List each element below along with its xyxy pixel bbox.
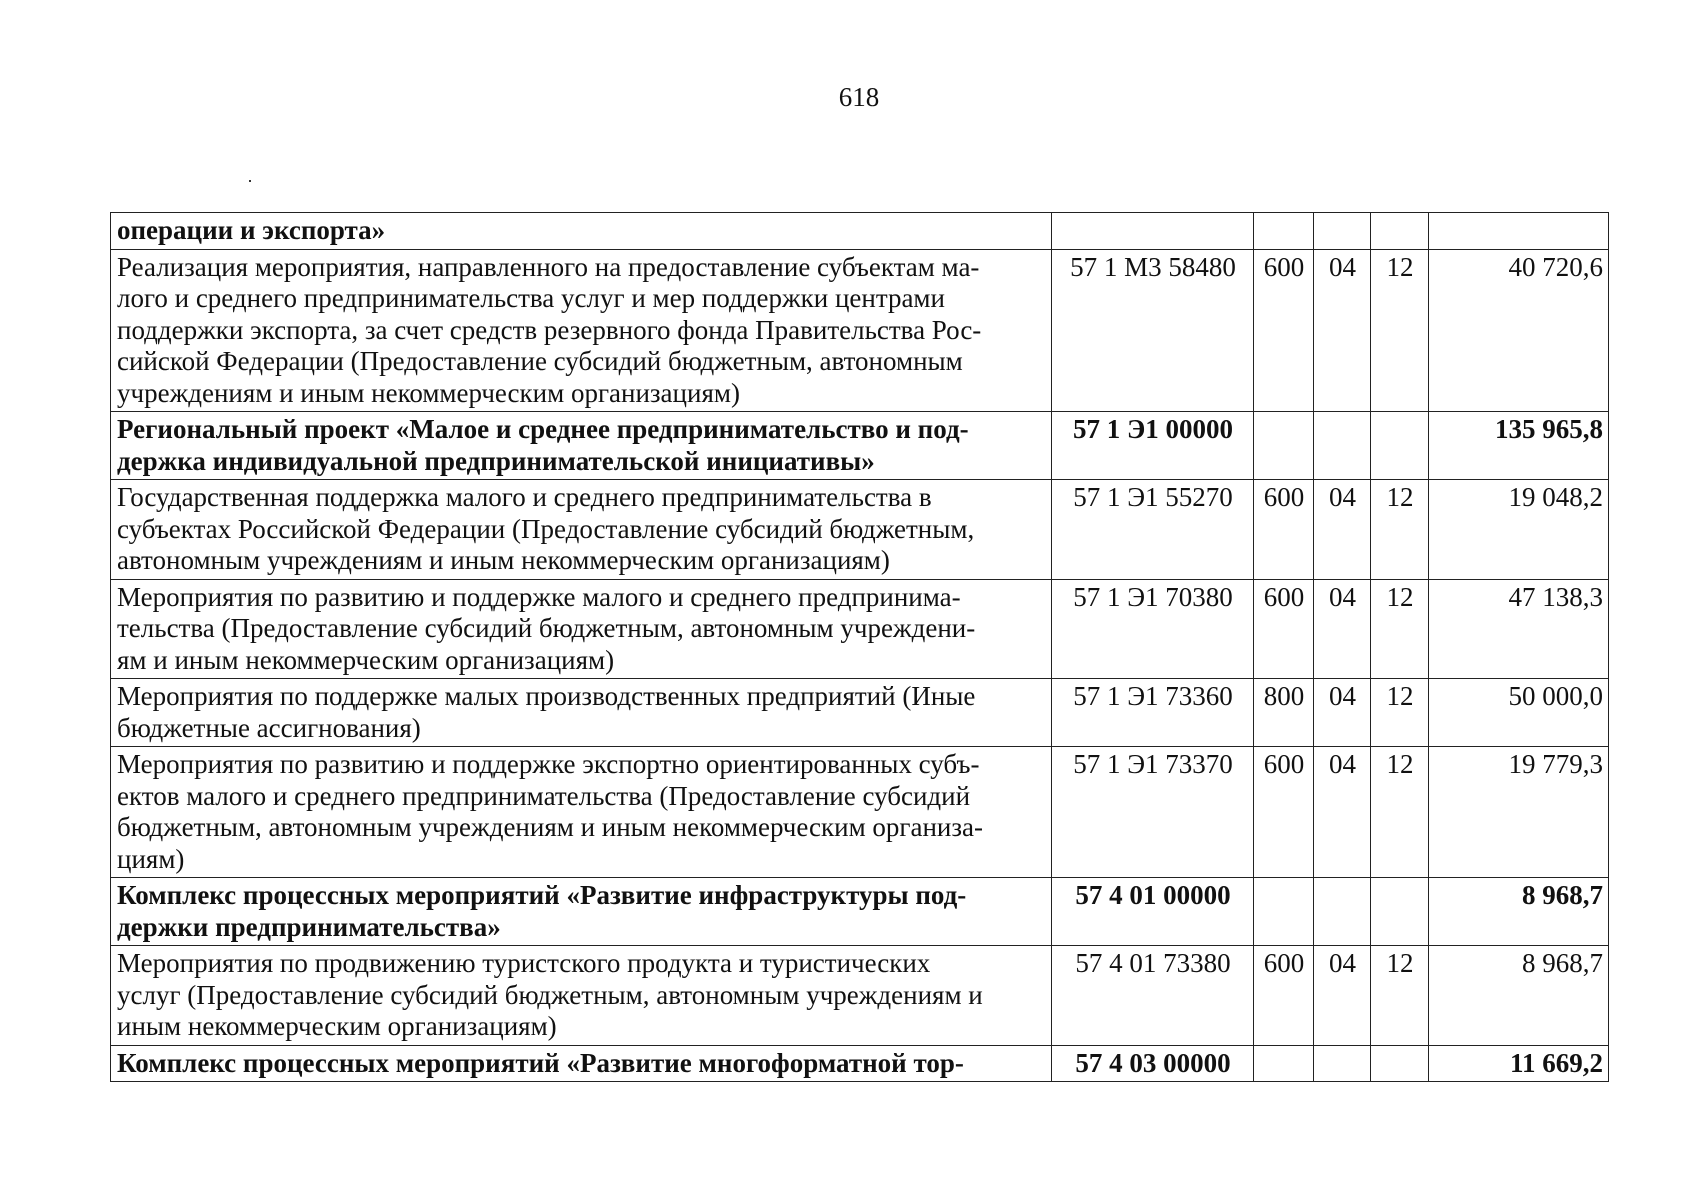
row-amount: 40 720,6 — [1429, 249, 1609, 412]
row-rz: 04 — [1314, 747, 1371, 878]
row-pr — [1371, 213, 1429, 250]
table-row — [111, 480, 1609, 580]
row-rz — [1314, 412, 1371, 480]
row-rz: 04 — [1314, 679, 1371, 747]
row-rz: 04 — [1314, 579, 1371, 679]
row-amount: 11 669,2 — [1429, 1045, 1609, 1082]
row-pr: 12 — [1371, 480, 1429, 580]
row-vr: 800 — [1254, 679, 1314, 747]
row-vr — [1254, 412, 1314, 480]
row-description: Государственная поддержка малого и среднего предпринимательства в субъектах Российской Федерации (Предоставление субсидий бюджетным, автономным учреждениям и иным некоммерческим организациям) — [111, 480, 1052, 580]
row-description: Комплекс процессных мероприятий «Развитие инфраструктуры под- держки предпринимательства» — [111, 878, 1052, 946]
table-row — [111, 579, 1609, 679]
row-description: Комплекс процессных мероприятий «Развитие многоформатной тор- — [111, 1045, 1052, 1082]
row-pr: 12 — [1371, 249, 1429, 412]
row-code: 57 1 Э1 73370 — [1052, 747, 1254, 878]
table-row — [111, 249, 1609, 412]
table-row — [111, 878, 1609, 946]
row-pr: 12 — [1371, 579, 1429, 679]
table-row — [111, 213, 1609, 250]
row-pr — [1371, 1045, 1429, 1082]
row-vr — [1254, 213, 1314, 250]
row-amount: 8 968,7 — [1429, 946, 1609, 1046]
budget-table — [110, 212, 1609, 1082]
budget-table-body — [111, 213, 1609, 1082]
row-pr: 12 — [1371, 679, 1429, 747]
scan-speck — [249, 180, 251, 182]
row-amount: 50 000,0 — [1429, 679, 1609, 747]
row-pr — [1371, 412, 1429, 480]
row-pr: 12 — [1371, 747, 1429, 878]
page-number: 618 — [838, 82, 880, 112]
row-rz: 04 — [1314, 249, 1371, 412]
table-row — [111, 946, 1609, 1046]
row-rz: 04 — [1314, 946, 1371, 1046]
row-code: 57 4 01 00000 — [1052, 878, 1254, 946]
table-row — [111, 679, 1609, 747]
row-rz: 04 — [1314, 480, 1371, 580]
table-row — [111, 412, 1609, 480]
row-amount: 135 965,8 — [1429, 412, 1609, 480]
row-amount — [1429, 213, 1609, 250]
row-code: 57 1 М3 58480 — [1052, 249, 1254, 412]
row-pr — [1371, 878, 1429, 946]
row-code: 57 4 03 00000 — [1052, 1045, 1254, 1082]
row-vr: 600 — [1254, 946, 1314, 1046]
row-vr: 600 — [1254, 747, 1314, 878]
row-vr: 600 — [1254, 480, 1314, 580]
row-amount: 8 968,7 — [1429, 878, 1609, 946]
row-code — [1052, 213, 1254, 250]
row-pr: 12 — [1371, 946, 1429, 1046]
table-row — [111, 747, 1609, 878]
row-description: Мероприятия по развитию и поддержке малого и среднего предпринима- тельства (Предоставление субсидий бюджетным, автономным учреждени- ям и иным некоммерческим организациям) — [111, 579, 1052, 679]
row-code: 57 1 Э1 73360 — [1052, 679, 1254, 747]
row-amount: 19 048,2 — [1429, 480, 1609, 580]
table-row — [111, 1045, 1609, 1082]
row-code: 57 1 Э1 70380 — [1052, 579, 1254, 679]
row-rz — [1314, 878, 1371, 946]
row-code: 57 4 01 73380 — [1052, 946, 1254, 1046]
row-description: Мероприятия по поддержке малых производственных предприятий (Иные бюджетные ассигнования) — [111, 679, 1052, 747]
row-vr — [1254, 878, 1314, 946]
row-vr: 600 — [1254, 579, 1314, 679]
row-description: Региональный проект «Малое и среднее предпринимательство и под- держка индивидуальной предпринимательской инициативы» — [111, 412, 1052, 480]
row-amount: 19 779,3 — [1429, 747, 1609, 878]
row-description: Реализация мероприятия, направленного на предоставление субъектам ма- лого и среднего предпринимательства услуг и мер поддержки центрами поддержки экспорта, за счет средств резервного фонда Правительства Рос- сийской Федерации (Предоставление субсидий бюджетным, автономным учреждениям и иным некоммерческим организациям) — [111, 249, 1052, 412]
row-description: Мероприятия по развитию и поддержке экспортно ориентированных субъ- ектов малого и среднего предпринимательства (Предоставление субсидий бюджетным, автономным учреждениям и иным некоммерческим организа- циям) — [111, 747, 1052, 878]
row-rz — [1314, 213, 1371, 250]
row-description: Мероприятия по продвижению туристского продукта и туристических услуг (Предоставление субсидий бюджетным, автономным учреждениям и иным некоммерческим организациям) — [111, 946, 1052, 1046]
row-code: 57 1 Э1 00000 — [1052, 412, 1254, 480]
row-amount: 47 138,3 — [1429, 579, 1609, 679]
row-rz — [1314, 1045, 1371, 1082]
row-description: операции и экспорта» — [111, 213, 1052, 250]
row-vr — [1254, 1045, 1314, 1082]
row-vr: 600 — [1254, 249, 1314, 412]
row-code: 57 1 Э1 55270 — [1052, 480, 1254, 580]
